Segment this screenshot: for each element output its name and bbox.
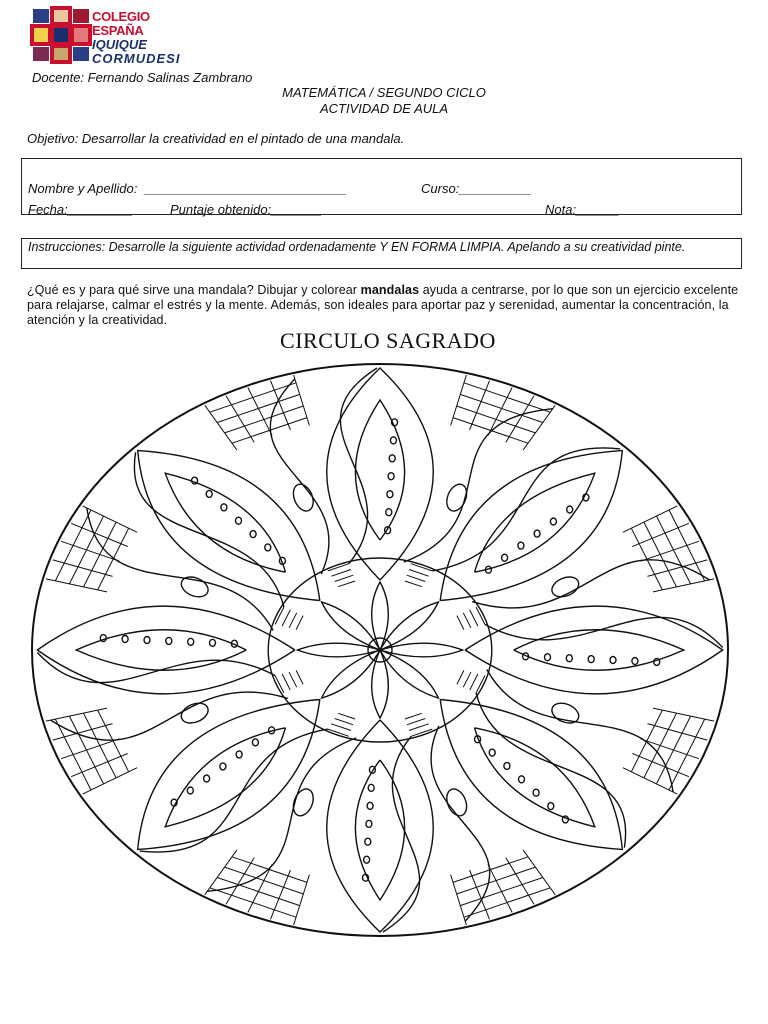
mandala-title: CIRCULO SAGRADO	[280, 328, 496, 353]
school-name: COLEGIO ESPAÑA	[92, 9, 150, 38]
date-field[interactable]: Fecha:_________	[28, 202, 133, 217]
school-crest-icon	[30, 6, 92, 64]
score-field[interactable]: Puntaje obtenido:_______	[170, 202, 322, 217]
teacher-name: Docente: Fernando Salinas Zambrano	[32, 70, 253, 85]
mandala-description: ¿Qué es y para qué sirve una mandala? Dibujar y colorear mandalas ayuda a centrarse, por lo que son un ejercicio excelente para relajarse, calmar el estrés y la mente. Además, son ideales para aportar paz y serenidad, aumentar la concentración, la atención y la creatividad.	[27, 283, 739, 327]
instructions-text: Instrucciones: Desarrolle la siguiente actividad ordenadamente Y EN FORMA LIMPIA. Apelando a su creatividad pinte.	[28, 240, 686, 254]
subject-line: MATEMÁTICA / SEGUNDO CICLO	[282, 85, 486, 100]
mandala-drawing[interactable]	[26, 358, 734, 942]
student-info-box	[21, 158, 742, 215]
course-field[interactable]: Curso:__________	[421, 181, 532, 196]
objective-text: Objetivo: Desarrollar la creatividad en el pintado de una mandala.	[27, 131, 405, 146]
school-logo	[30, 6, 200, 64]
school-city: IQUIQUE	[92, 37, 147, 52]
school-org: CORMUDESI	[92, 51, 181, 66]
instructions-box	[21, 238, 742, 269]
grade-field[interactable]: Nota:______	[545, 202, 620, 217]
highlight-word: mandalas	[360, 283, 420, 297]
activity-line: ACTIVIDAD DE AULA	[319, 101, 449, 116]
name-field[interactable]: Nombre y Apellido: ____________________________	[28, 181, 348, 196]
